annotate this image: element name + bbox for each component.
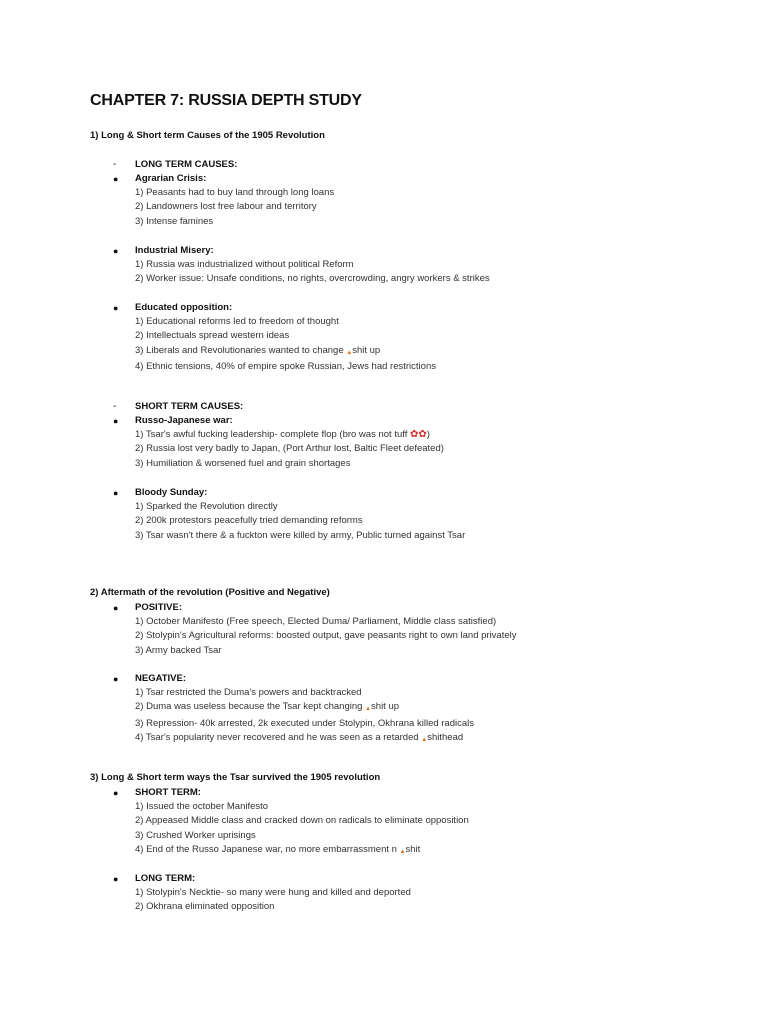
bullet: ● (113, 416, 119, 426)
fire-emoji-icon: ▲ (421, 736, 428, 743)
educated-label: Educated opposition: (135, 302, 233, 313)
fire-emoji-icon: ▲ (346, 349, 353, 356)
list-item (135, 700, 474, 716)
positive-label: POSITIVE: (135, 602, 182, 613)
dash-marker: - (113, 401, 117, 412)
flower-emoji-icon: ✿ (410, 429, 419, 440)
item-text: 4) End of the Russo Japanese war, no more embarrassment n (135, 843, 400, 855)
list-item: 2) Intellectuals spread western ideas (135, 330, 290, 342)
item-text: 3) Liberals and Revolutionaries wanted to change (135, 344, 347, 356)
bullet: ● (113, 303, 119, 313)
list-item (135, 344, 436, 360)
list-item: 1) Educational reforms led to freedom of thought (135, 316, 339, 327)
industrial-misery-group (113, 244, 490, 287)
bullet: ● (113, 174, 119, 184)
educated-opposition-group (113, 301, 436, 374)
list-item: 1) October Manifesto (Free speech, Elected Duma/ Parliament, Middle class satisfied) (135, 616, 497, 627)
list-item: 2) 200k protestors peacefully tried demanding reforms (135, 515, 363, 527)
section1-heading: 1) Long & Short term Causes of the 1905 Revolution (90, 130, 325, 141)
agrarian-crisis-group (113, 172, 334, 229)
fire-emoji-icon: ▲ (399, 848, 406, 855)
long-term-group (113, 872, 411, 915)
flower-emoji-icon: ✿ (418, 429, 427, 440)
list-item: 1) Sparked the Revolution directly (135, 501, 278, 512)
short-term-causes-group (113, 400, 243, 414)
item-text: 1) Tsar's awful fucking leadership- complete flop (bro was not tuff (135, 429, 410, 440)
item-text: shit (405, 843, 421, 855)
bullet: ● (113, 788, 119, 798)
short-term-group (113, 786, 469, 859)
item-text: shit up (371, 701, 400, 713)
list-item (135, 731, 474, 747)
negative-group (113, 672, 474, 747)
list-item: 3) Army backed Tsar (135, 644, 222, 656)
agrarian-label: Agrarian Crisis: (135, 173, 207, 184)
item-text: shit up (352, 344, 381, 356)
bullet: ● (113, 603, 119, 613)
list-item: 3) Crushed Worker uprisings (135, 829, 256, 841)
negative-label: NEGATIVE: (135, 673, 187, 684)
bullet: ● (113, 488, 119, 498)
list-item: 2) Appeased Middle class and cracked down on radicals to eliminate opposition (135, 815, 469, 827)
industrial-label: Industrial Misery: (135, 245, 214, 256)
list-item: 1) Tsar restricted the Duma's powers and backtracked (135, 687, 362, 698)
short-term-survive-label: SHORT TERM: (135, 787, 201, 798)
list-item: 1) Peasants had to buy land through long loans (135, 187, 335, 198)
list-item: 1) Issued the october Manifesto (135, 801, 269, 812)
list-item: 3) Tsar wasn't there & a fuckton were killed by army, Public turned against Tsar (135, 529, 466, 541)
page-title: CHAPTER 7: RUSSIA DEPTH STUDY (90, 92, 362, 109)
list-item: 2) Russia lost very badly to Japan, (Port Arthur lost, Baltic Fleet defeated) (135, 443, 444, 455)
list-item (135, 843, 469, 859)
list-item: 4) Ethnic tensions, 40% of empire spoke Russian, Jews had restrictions (135, 360, 436, 372)
russo-japanese-war-group (113, 414, 444, 471)
bullet: ● (113, 674, 119, 684)
item-text: 4) Tsar's popularity never recovered and he was seen as a retarded (135, 731, 422, 743)
positive-group (113, 601, 517, 658)
russo-label: Russo-Japanese war: (135, 415, 233, 426)
section2-heading: 2) Aftermath of the revolution (Positive and Negative) (90, 587, 330, 598)
list-item: 2) Okhrana eliminated opposition (135, 901, 275, 913)
item-text: shithead (427, 731, 464, 743)
list-item (135, 428, 444, 442)
bloody-label: Bloody Sunday: (135, 487, 208, 498)
long-term-label: LONG TERM CAUSES: (135, 159, 238, 170)
list-item: 2) Stolypin's Agricultural reforms: boosted output, gave peasants right to own land privately (135, 630, 517, 642)
item-text: 2) Duma was useless because the Tsar kept changing (135, 701, 366, 713)
section3-heading: 3) Long & Short term ways the Tsar survived the 1905 revolution (90, 772, 381, 783)
list-item: 3) Repression- 40k arrested, 2k executed under Stolypin, Okhrana killed radicals (135, 717, 475, 729)
list-item: 1) Russia was industrialized without political Reform (135, 259, 354, 270)
dash-marker: - (113, 159, 117, 170)
list-item: 2) Worker issue: Unsafe conditions, no rights, overcrowding, angry workers & strikes (135, 273, 490, 285)
list-item: 3) Humiliation & worsened fuel and grain shortages (135, 457, 351, 469)
list-item: 1) Stolypin's Necktie- so many were hung and killed and deported (135, 887, 411, 898)
list-item: 3) Intense famines (135, 215, 214, 227)
list-item: 2) Landowners lost free labour and territory (135, 201, 317, 213)
fire-emoji-icon: ▲ (365, 706, 372, 713)
short-term-label: SHORT TERM CAUSES: (135, 401, 244, 412)
bloody-sunday-group (113, 486, 465, 543)
bullet: ● (113, 874, 119, 884)
long-term-causes-group (113, 158, 237, 172)
long-term-survive-label: LONG TERM: (135, 873, 196, 884)
bullet: ● (113, 246, 119, 256)
item-text: ) (426, 429, 430, 440)
